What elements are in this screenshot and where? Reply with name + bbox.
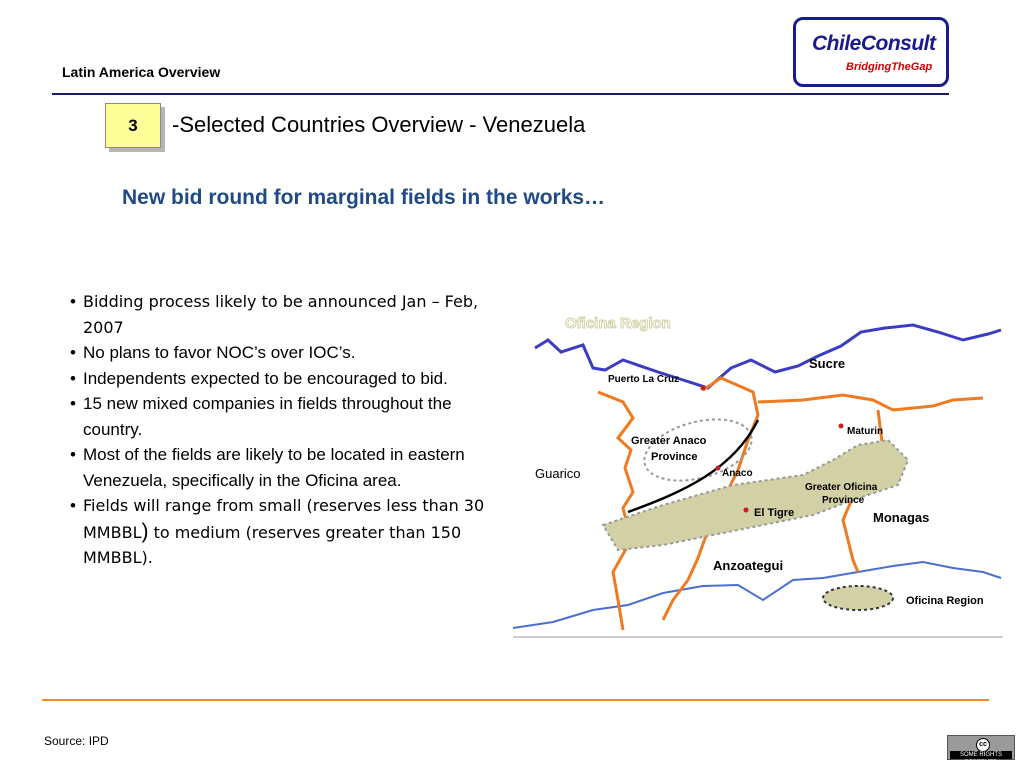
section-number-badge: 3 <box>105 103 161 148</box>
label-guarico: Guarico <box>535 466 581 481</box>
label-puerto-la-cruz: Puerto La Cruz <box>608 374 680 385</box>
bullet-item: • No plans to favor NOC’s over IOC’s. <box>70 343 356 362</box>
map-title: Oficina Region <box>565 315 671 332</box>
company-logo <box>793 17 949 87</box>
logo-name: ChileConsult <box>812 32 936 55</box>
label-sucre: Sucre <box>809 356 846 371</box>
logo-tagline: BridgingTheGap <box>846 61 933 73</box>
bullet-list <box>70 289 510 571</box>
creative-commons-icon[interactable] <box>947 735 1015 766</box>
label-greater-oficina-province: Province <box>822 495 865 506</box>
label-maturin: Maturin <box>847 426 884 437</box>
bullet-item: • Bidding process likely to be announced Jan – Feb, 2007 <box>70 292 479 337</box>
city-marker <box>744 508 749 513</box>
city-marker <box>701 386 706 391</box>
header-title: Latin America Overview <box>62 64 221 80</box>
label-greater-oficina: Greater Oficina <box>805 482 878 493</box>
label-anaco: Anaco <box>722 468 753 479</box>
bullet-item: • 15 new mixed companies in fields throughout the country. <box>70 394 452 439</box>
footer-divider <box>42 699 989 701</box>
slide-subtitle: New bid round for marginal fields in the works… <box>122 186 606 209</box>
label-greater-anaco-province: Province <box>651 451 698 463</box>
license-text: SOME RIGHTS RESERVED <box>950 751 1012 759</box>
legend-swatch <box>823 586 893 610</box>
header-divider <box>52 93 949 95</box>
label-anzoategui: Anzoategui <box>713 558 784 573</box>
bullet-item: • Fields will range from small (reserves less than 30 MMBBL) to medium (reserves greater than 150 MMBBL). <box>70 496 485 567</box>
city-marker <box>716 466 721 471</box>
source-note: Source: IPD <box>44 734 109 748</box>
section-title: -Selected Countries Overview - Venezuela <box>172 112 586 137</box>
label-legend: Oficina Region <box>906 595 984 607</box>
label-monagas: Monagas <box>873 510 930 525</box>
oficina-region-map <box>513 310 1003 638</box>
bullet-item: • Independents expected to be encouraged to bid. <box>70 368 448 388</box>
city-marker <box>839 424 844 429</box>
label-el-tigre: El Tigre <box>754 507 795 519</box>
label-greater-anaco: Greater Anaco <box>631 435 707 447</box>
bullet-item: • Most of the fields are likely to be located in eastern Venezuela, specifically in the Oficina area. <box>70 445 465 490</box>
cc-symbol-icon: cc <box>976 738 990 752</box>
